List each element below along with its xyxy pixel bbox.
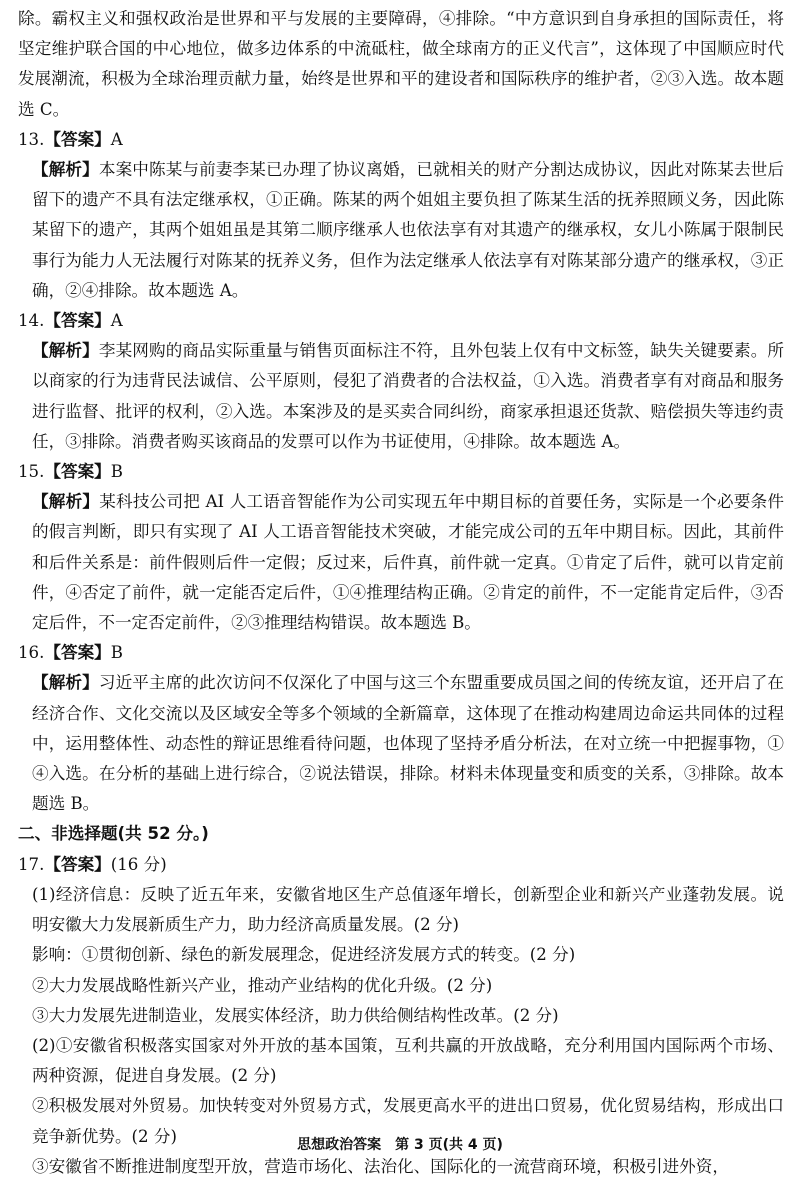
q13-analysis-text: 本案中陈某与前妻李某已办理了协议离婚，已就相关的财产分割达成协议，因此对陈某去世后留下的遗产不具有法定继承权，①正确。陈某的两个姐姐主要负担了陈某生活的抚养照顾义务，因此陈某留下的遗产，其两个姐姐虽是其第二顺序继承人也依法享有对其遗产的继承权，女儿小陈属于限制民事行为能力人无法履行对陈某的抚养义务，但作为法定继承人依法享有对陈某部分遗产的继承权，③正确，②④排除。故本题选 A。 [32, 160, 785, 300]
q15-number: 15. [18, 462, 45, 482]
section-2-title: 二、非选择题(共 52 分。) [18, 824, 209, 844]
q17-answer-tag: 【答案】 [44, 854, 111, 874]
q14-analysis [18, 336, 784, 457]
q17-part2-1: (2)①安徽省积极落实国家对外开放的基本国策，互利共赢的开放战略，充分利用国内国际两个市场、两种资源，促进自身发展。(2 分) [32, 1035, 784, 1086]
q13-number: 13. [18, 129, 45, 149]
q17-score: (16 分) [110, 854, 167, 874]
q16-answer-tag: 【答案】 [44, 643, 111, 663]
q17-impact-2: ②大力发展战略性新兴产业，推动产业结构的优化升级。(2 分) [32, 975, 493, 995]
q15-analysis-text: 某科技公司把 AI 人工语音智能作为公司实现五年中期目标的首要任务，实际是一个必要条件的假言判断，即只有实现了 AI 人工语音智能技术突破，才能完成公司的五年中期目标。因此，其前件和后件关系是：前件假则后件一定假；反过来，后件真，前件就一定真。①肯定了后件，就可以肯定前件，④否定了前件，就一定能否定后件，①④推理结构正确。②肯定的前件，不一定能肯定后件，③否定后件，不一定否定前件，②③推理结构错误。故本题选 B。 [32, 492, 784, 633]
q16-analysis-tag: 【解析】 [32, 673, 99, 693]
q16-analysis-text: 习近平主席的此次访问不仅深化了中国与这三个东盟重要成员国之间的传统友谊，还开启了在经济合作、文化交流以及区域安全等多个领域的全新篇章，这体现了在推动构建周边命运共同体的过程中，运用整体性、动态性的辩证思维看待问题，也体现了坚持矛盾分析法，在对立统一中把握事物，①④入选。在分析的基础上进行综合，②说法错误，排除。材料未体现量变和质变的关系，③排除。故本题选 B。 [32, 673, 785, 814]
q13-analysis-tag: 【解析】 [32, 160, 99, 180]
q16-answer: B [110, 643, 123, 663]
q13-analysis [18, 155, 784, 306]
q13-answer-tag: 【答案】 [44, 129, 111, 149]
q16-answer-line [18, 638, 784, 668]
q17-impact-3: ③大力发展先进制造业，发展实体经济，助力供给侧结构性改革。(2 分) [32, 1005, 559, 1025]
q17-answer-line [18, 850, 784, 880]
q15-answer-line [18, 457, 784, 487]
q15-analysis [18, 487, 784, 638]
q14-answer-line [18, 306, 784, 336]
answer-page [18, 4, 784, 1182]
q14-analysis-tag: 【解析】 [32, 341, 99, 361]
q17-part1: (1)经济信息：反映了近五年来，安徽省地区生产总值逐年增长，创新型企业和新兴产业蓬勃发展。说明安徽大力发展新质生产力，助力经济高质量发展。(2 分) [32, 884, 784, 935]
q14-number: 14. [18, 311, 45, 331]
q17-part2-2: ②积极发展对外贸易。加快转变对外贸易方式，发展更高水平的进出口贸易，优化贸易结构，形成出口竞争新优势。(2 分) [32, 1096, 784, 1146]
q15-analysis-tag: 【解析】 [32, 492, 100, 512]
q15-answer: B [110, 462, 123, 482]
q16-number: 16. [18, 643, 45, 663]
q15-answer-tag: 【答案】 [44, 462, 111, 482]
q17-part2-3: ③安徽省不断推进制度型开放，营造市场化、法治化、国际化的一流营商环境，积极引进外资， [32, 1156, 729, 1176]
intro-paragraph: 除。霸权主义和强权政治是世界和平与发展的主要障碍，④排除。“中方意识到自身承担的国际责任，将坚定维护联合国的中心地位，做多边体系的中流砥柱，做全球南方的正义代言”，这体现了中国顺应时代发展潮流，积极为全球治理贡献力量，始终是世界和平的建设者和国际秩序的维护者，②③入选。故本题选 C。 [18, 9, 784, 119]
q14-answer: A [110, 311, 123, 331]
q16-analysis [18, 668, 784, 819]
q17-impact-1: 影响：①贯彻创新、绿色的新发展理念，促进经济发展方式的转变。(2 分) [32, 945, 576, 965]
page-footer: 思想政治答案 第 3 页(共 4 页) [297, 1137, 503, 1153]
q13-answer-line [18, 125, 784, 155]
q14-analysis-text: 李某网购的商品实际重量与销售页面标注不符，且外包装上仅有中文标签，缺失关键要素。所以商家的行为违背民法诚信、公平原则，侵犯了消费者的合法权益，①入选。消费者享有对商品和服务进行监督、批评的权利，②入选。本案涉及的是买卖合同纠纷，商家承担退还货款、赔偿损失等违约责任，③排除。消费者购买该商品的发票可以作为书证使用，④排除。故本题选 A。 [32, 341, 785, 451]
q17-number: 17. [18, 854, 45, 874]
q14-answer-tag: 【答案】 [44, 311, 111, 331]
q13-answer: A [110, 129, 123, 149]
